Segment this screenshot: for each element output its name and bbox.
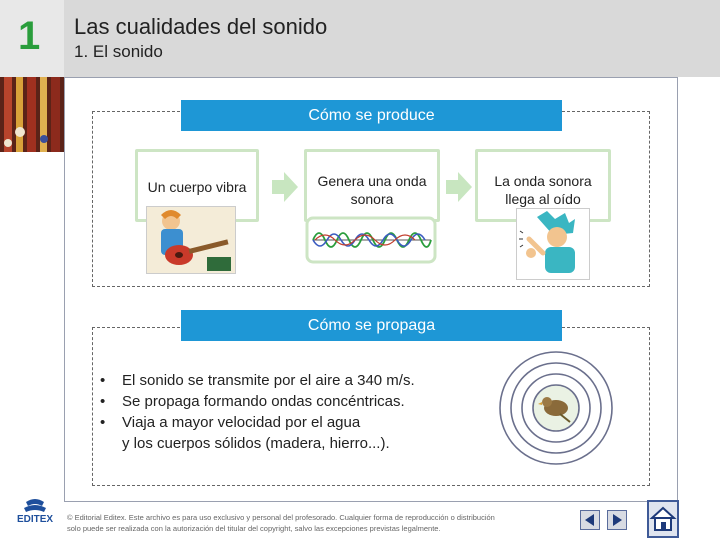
bullet-text: Se propaga formando ondas concéntricas. — [122, 393, 405, 410]
bullet-icon: • — [100, 393, 106, 410]
home-icon — [649, 502, 677, 536]
section-label-propaga: Cómo se propaga — [181, 310, 562, 341]
step-text-line2: sonora — [350, 191, 394, 207]
step-text-line1: Genera una onda — [317, 173, 427, 189]
listener-illustration — [516, 208, 590, 280]
bullet-icon: • — [100, 414, 106, 431]
bullet-continuation: y los cuerpos sólidos (madera, hierro...). — [122, 435, 390, 452]
right-arrow-icon — [272, 172, 298, 202]
list-item — [100, 391, 415, 412]
sound-wave-illustration — [305, 216, 437, 264]
page-subtitle: 1. El sonido — [74, 42, 163, 61]
publisher-logo-text: EDITEX — [16, 514, 54, 525]
home-button[interactable] — [647, 500, 679, 538]
step-card-wave — [304, 149, 440, 222]
step-text-line2: llega al oído — [505, 191, 581, 207]
title-band — [64, 0, 720, 77]
right-arrow-icon — [446, 172, 472, 202]
list-item — [100, 370, 415, 391]
section-label-produce: Cómo se produce — [181, 100, 562, 131]
bullet-text: Viaja a mayor velocidad por el agua — [122, 414, 361, 431]
page-title: Las cualidades del sonido — [74, 14, 328, 39]
bullet-icon: • — [100, 372, 106, 389]
guitarist-illustration — [146, 206, 236, 274]
chapter-box — [0, 0, 64, 77]
copyright-line2: solo puede ser realizada con la autorización del titular del copyright, salvo las excepciones previstas legalmente. — [67, 524, 441, 533]
propagation-bullets — [100, 370, 415, 454]
side-photo — [0, 77, 64, 152]
bullet-text: El sonido se transmite por el aire a 340 m/s. — [122, 372, 415, 389]
chapter-number: 1 — [18, 14, 41, 58]
step-text-line1: La onda sonora — [494, 173, 592, 189]
concentric-waves-illustration — [498, 350, 618, 470]
prev-button[interactable] — [580, 510, 600, 530]
right-arrow-icon — [608, 511, 626, 529]
list-item — [100, 412, 415, 433]
publisher-logo — [14, 498, 56, 534]
step-text: Un cuerpo vibra — [147, 179, 247, 195]
copyright-notice — [67, 512, 497, 534]
copyright-line1: © Editorial Editex. Este archivo es para uso exclusivo y personal del profesorado. Cualquier forma de reproducción o distribución — [67, 513, 495, 522]
header — [0, 0, 720, 77]
left-arrow-icon — [581, 511, 599, 529]
next-button[interactable] — [607, 510, 627, 530]
